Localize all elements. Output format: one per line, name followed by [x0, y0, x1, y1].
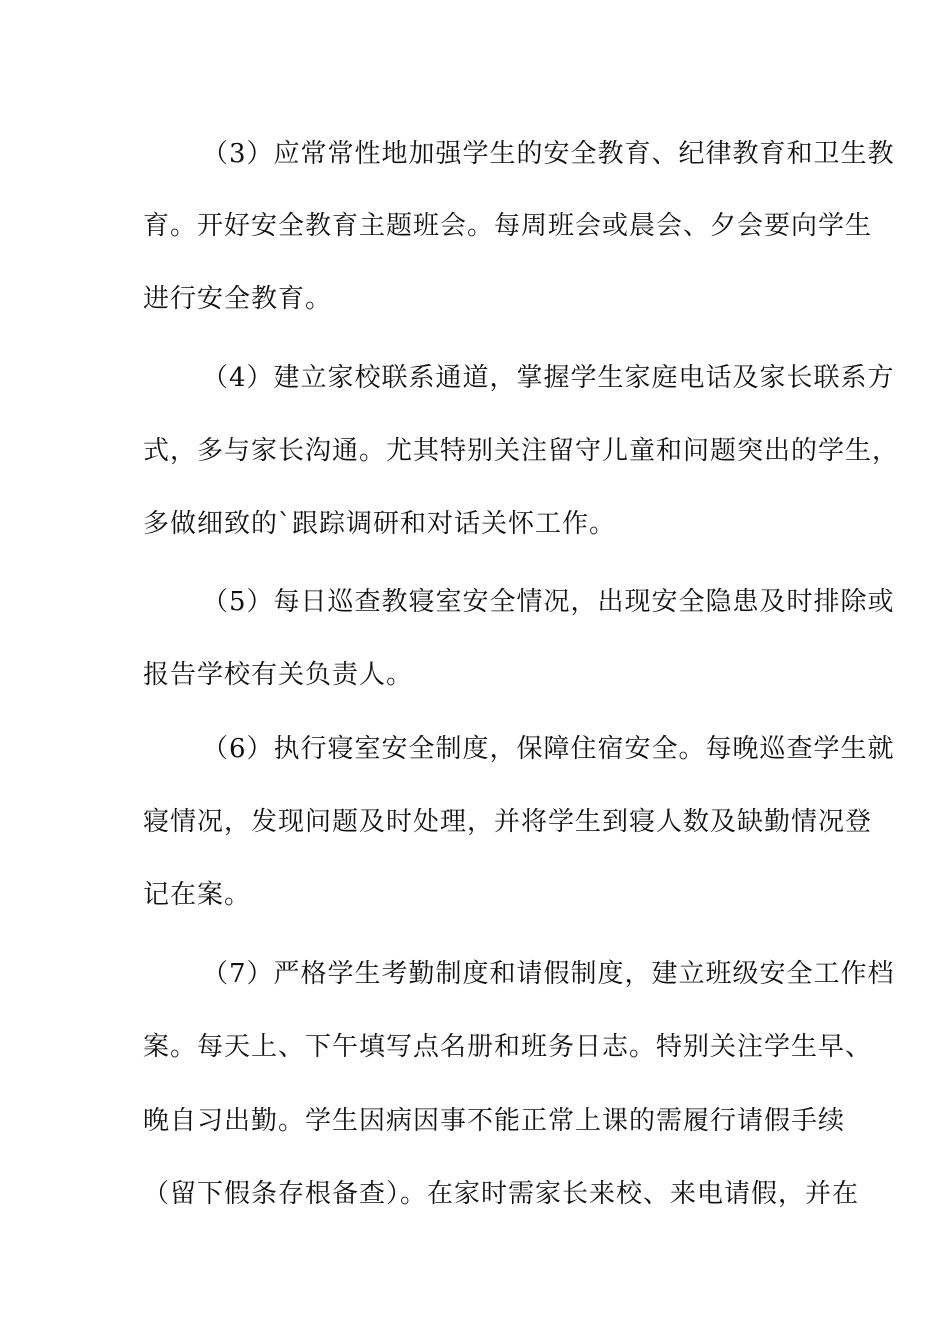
paragraph-5-line-2: 报告学校有关负责人。 [143, 660, 414, 690]
paragraph-4-line-2: 式，多与家长沟通。尤其特别关注留守儿童和问题突出的学生， [143, 436, 900, 466]
paragraph-6-line-3: 记在案。 [143, 880, 252, 910]
paragraph-7-line-4: （留下假条存根备查）。在家时需家长来校、来电请假，并在 [143, 1179, 860, 1209]
paragraph-3-line-1: （3）应常常性地加强学生的安全教育、纪律教育和卫生教 [202, 139, 895, 169]
paragraph-4-line-3: 多做细致的`跟踪调研和对话关怀工作。 [143, 509, 617, 539]
paragraph-7-line-2: 案。每天上、下午填写点名册和班务日志。特别关注学生早、 [143, 1032, 873, 1062]
paragraph-3-line-2: 育。开好安全教育主题班会。每周班会或晨会、夕会要向学生 [143, 211, 873, 241]
paragraph-3-line-3: 进行安全教育。 [143, 284, 333, 314]
paragraph-6-line-2: 寝情况，发现问题及时处理，并将学生到寝人数及缺勤情况登 [143, 807, 873, 837]
paragraph-6-line-1: （6）执行寝室安全制度，保障住宿安全。每晚巡查学生就 [202, 734, 895, 764]
paragraph-7-line-3: 晚自习出勤。学生因病因事不能正常上课的需履行请假手续 [143, 1106, 846, 1136]
paragraph-7-line-1: （7）严格学生考勤制度和请假制度，建立班级安全工作档 [202, 959, 895, 989]
paragraph-5-line-1: （5）每日巡查教寝室安全情况，出现安全隐患及时排除或 [202, 587, 895, 617]
paragraph-4-line-1: （4）建立家校联系通道，掌握学生家庭电话及家长联系方 [202, 363, 895, 393]
